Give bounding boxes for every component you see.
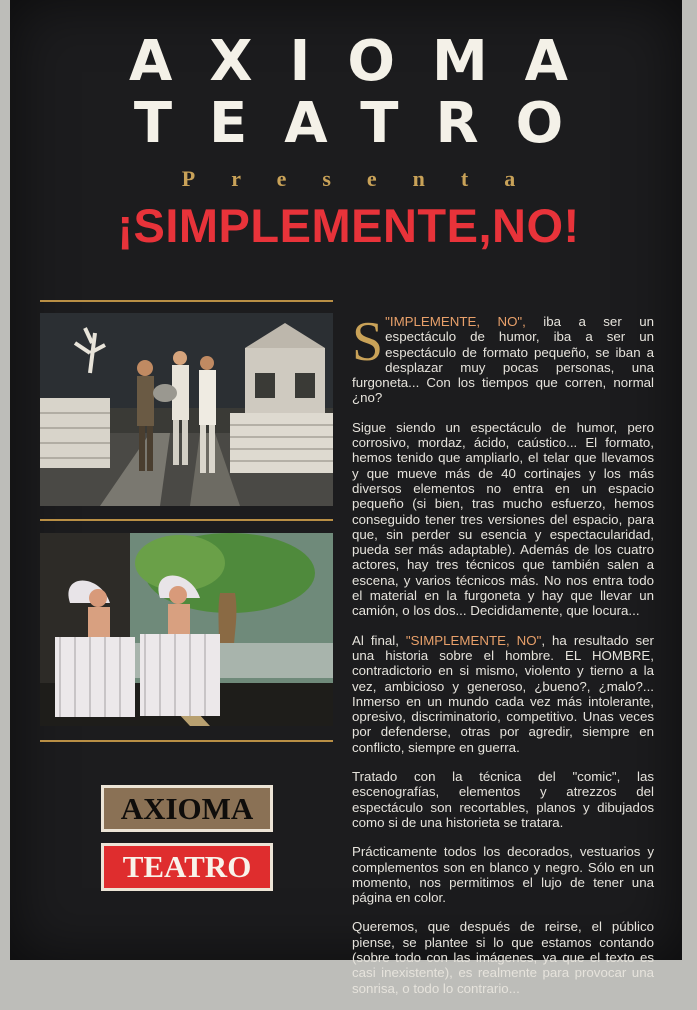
- paragraph-intro: [352, 311, 654, 406]
- stage-photo-soldiers: [40, 313, 333, 506]
- gold-rule-bottom: [40, 740, 333, 742]
- paragraph-comic: Tratado con la técnica del "comic", las escenografías, elementos y atrezzos del espectáculo son recortables, planos y dibujados como si de una historieta se tratara.: [352, 769, 654, 830]
- title-axioma: AXIOMA: [128, 29, 606, 94]
- paragraph-story: Al final, "SIMPLEMENTE, NO", ha resultado ser una historia sobre el hombre. EL HOMBRE, contradictorio en si mismo, violento y tierno a la vez, ambicioso y generoso, ¿bueno?, ¿malo?... Inmerso en un mundo cada vez más intolerante, opresivo, discriminatorio, competitivo. Unas veces por defenderse, otras por agredir, siempre en conflicto, siempre en guerra.: [352, 632, 654, 755]
- title-teatro: TEATRO: [133, 91, 601, 156]
- quote-open: ": [385, 314, 390, 329]
- stage-photo-tree: [40, 533, 333, 726]
- presenta-label: Presenta: [181, 166, 552, 191]
- dropcap-letter: S: [352, 311, 384, 373]
- intro-text: iba a ser un espectáculo de humor, iba a ser un espectáculo de formato pequeño, se iban a desplazar muy pocas personas, una furgoneta... Con los tiempos que corren, normal ¿no?: [352, 314, 654, 406]
- gold-rule-top: [40, 300, 333, 302]
- logo-axioma: AXIOMA: [101, 785, 273, 832]
- logo-teatro: TEATRO: [101, 843, 273, 891]
- paragraph-audience: Queremos, que después de reirse, el público piense, se plantee si lo que estamos contando (sobre todo con las imágenes, ya que el texto es casi inexistente), es realmente para provocar una sonrisa, o todo lo contrario...: [352, 919, 654, 996]
- article-body: [352, 308, 654, 1010]
- intro-title-highlight: IMPLEMENTE, NO",: [389, 314, 526, 329]
- story-title-highlight: "SIMPLEMENTE, NO": [405, 632, 542, 648]
- gold-rule-middle: [40, 519, 333, 521]
- paragraph-format: Sigue siendo un espectáculo de humor, pero corrosivo, mordaz, ácido, caústico... El formato, hemos tenido que ampliarlo, el telar que llevamos y que mueve más de 40 cortinajes y los más diversos elementos no entra en un espacio pequeño (si bien, tras mucho esfuerzo, hemos conseguido tener tres versiones del espacio, para que, sin perder su esencia y espectacularidad, pueda ser más adaptable). Además de los cuatro actores, hay tres técnicos que también salen a escena, y varios técnicos más. No nos entra todo el material en la furgoneta y hay que llevar un camión, o los dos... Decididamente, que locura...: [352, 419, 654, 619]
- paragraph-color: Prácticamente todos los decorados, vestuarios y complementos son en blanco y negro. Sólo en un momento, nos permitimos el lujo de tener una página en color.: [352, 844, 654, 906]
- show-headline: ¡SIMPLEMENTE,NO!: [117, 199, 580, 252]
